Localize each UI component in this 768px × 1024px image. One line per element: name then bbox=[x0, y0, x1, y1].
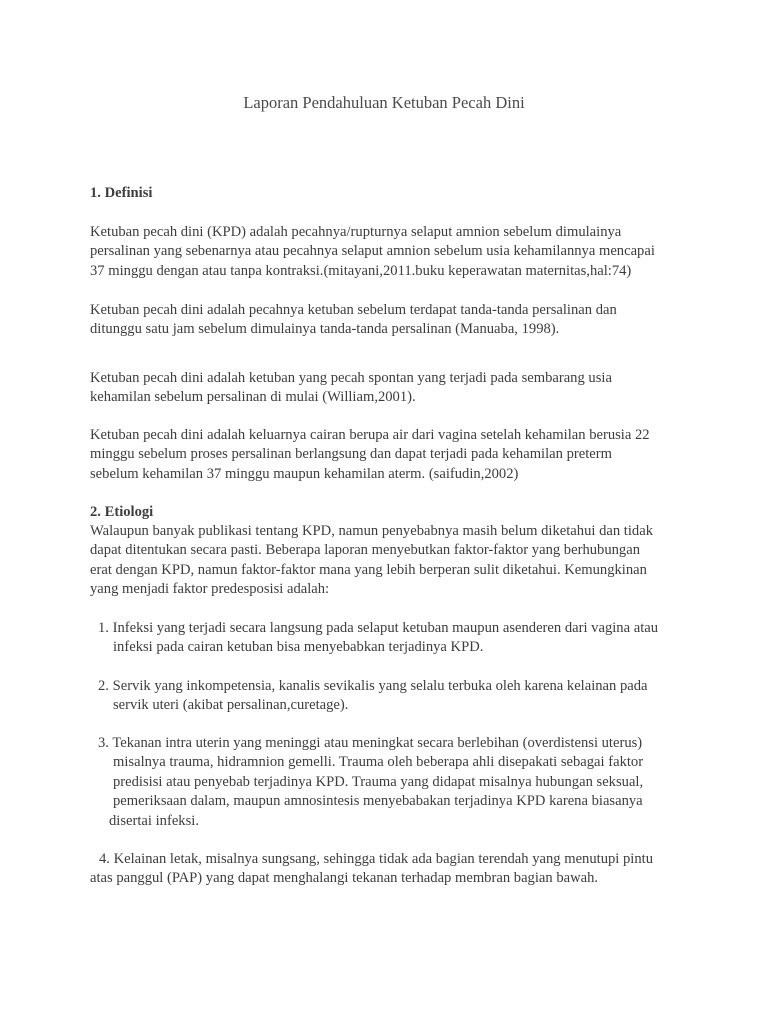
list-item-line: 3. Tekanan intra uterin yang meninggi atau meningkat secara berlebihan (overdistensi uterus) bbox=[98, 735, 643, 751]
paragraph-line: Ketuban pecah dini (KPD) adalah pecahnya/rupturnya selaput amnion sebelum dimulainya bbox=[90, 224, 622, 240]
paragraph-definisi-3 bbox=[90, 369, 690, 408]
list-item-line: infeksi pada cairan ketuban bisa menyebabkan terjadinya KPD. bbox=[113, 639, 484, 656]
list-item-line: misalnya trauma, hidramnion gemelli. Trauma oleh beberapa ahli disepakati sebagai faktor bbox=[113, 754, 644, 771]
list-item bbox=[98, 619, 698, 658]
paragraph-line: ditunggu satu jam sebelum dimulainya tanda-tanda persalinan (Manuaba, 1998). bbox=[90, 321, 560, 338]
list-item-line: servik uteri (akibat persalinan,curetage). bbox=[113, 697, 349, 714]
list-item-line: 4. Kelainan letak, misalnya sungsang, sehingga tidak ada bagian terendah yang menutupi pintu bbox=[99, 851, 654, 867]
list-item-line: 2. Servik yang inkompetensia, kanalis sevikalis yang selalu terbuka oleh karena kelainan pada bbox=[98, 678, 648, 694]
paragraph-definisi-1 bbox=[90, 223, 690, 281]
paragraph-line: Ketuban pecah dini adalah ketuban yang pecah spontan yang terjadi pada sembarang usia bbox=[90, 370, 612, 386]
paragraph-line: dapat ditentukan secara pasti. Beberapa laporan menyebutkan faktor-faktor yang berhubungan bbox=[90, 542, 640, 559]
list-item-line: pemeriksaan dalam, maupun amnosintesis menyebabakan terjadinya KPD karena biasanya bbox=[113, 793, 643, 810]
list-item-line: 1. Infeksi yang terjadi secara langsung pada selaput ketuban maupun asenderen dari vagina atau bbox=[98, 620, 659, 636]
list-item-line: disertai infeksi. bbox=[109, 812, 199, 829]
list-item-line: atas panggul (PAP) yang dapat menghalangi tekanan terhadap membran bagian bawah. bbox=[90, 870, 599, 887]
paragraph-etiologi-intro bbox=[90, 522, 690, 600]
paragraph-line: sebelum kehamilan 37 minggu maupun kehamilan aterm. (saifudin,2002) bbox=[90, 465, 519, 482]
paragraph-line: Ketuban pecah dini adalah pecahnya ketuban sebelum terdapat tanda-tanda persalinan dan bbox=[90, 302, 617, 318]
paragraph-line: Walaupun banyak publikasi tentang KPD, namun penyebabnya masih belum diketahui dan tidak bbox=[90, 523, 653, 539]
list-item-line: predisisi atau penyebab terjadinya KPD. Trauma yang didapat misalnya hubungan seksual, bbox=[113, 773, 644, 790]
list-item bbox=[98, 734, 698, 831]
paragraph-line: minggu sebelum proses persalinan berlangsung dan dapat terjadi pada kehamilan preterm bbox=[90, 446, 612, 463]
document-title: Laporan Pendahuluan Ketuban Pecah Dini bbox=[243, 93, 525, 112]
paragraph-line: kehamilan sebelum persalinan di mulai (William,2001). bbox=[90, 389, 416, 406]
paragraph-definisi-2 bbox=[90, 301, 690, 340]
paragraph-line: erat dengan KPD, namun faktor-faktor mana yang lebih berperan sulit diketahui. Kemungkinan bbox=[90, 561, 647, 578]
paragraph-line: yang menjadi faktor predesposisi adalah: bbox=[90, 581, 330, 598]
section-heading-definisi: 1. Definisi bbox=[90, 185, 153, 201]
paragraph-definisi-4 bbox=[90, 426, 690, 484]
list-item bbox=[90, 850, 690, 889]
paragraph-line: 37 minggu dengan atau tanpa kontraksi.(mitayani,2011.buku keperawatan maternitas,hal:74) bbox=[90, 262, 632, 279]
section-heading-etiologi: 2. Etiologi bbox=[90, 504, 154, 520]
paragraph-line: Ketuban pecah dini adalah keluarnya cairan berupa air dari vagina setelah kehamilan berusia 22 bbox=[90, 427, 650, 443]
paragraph-line: persalinan yang sebenarnya atau pecahnya selaput amnion sebelum usia kehamilannya mencapai bbox=[90, 243, 655, 260]
list-item bbox=[98, 677, 698, 716]
